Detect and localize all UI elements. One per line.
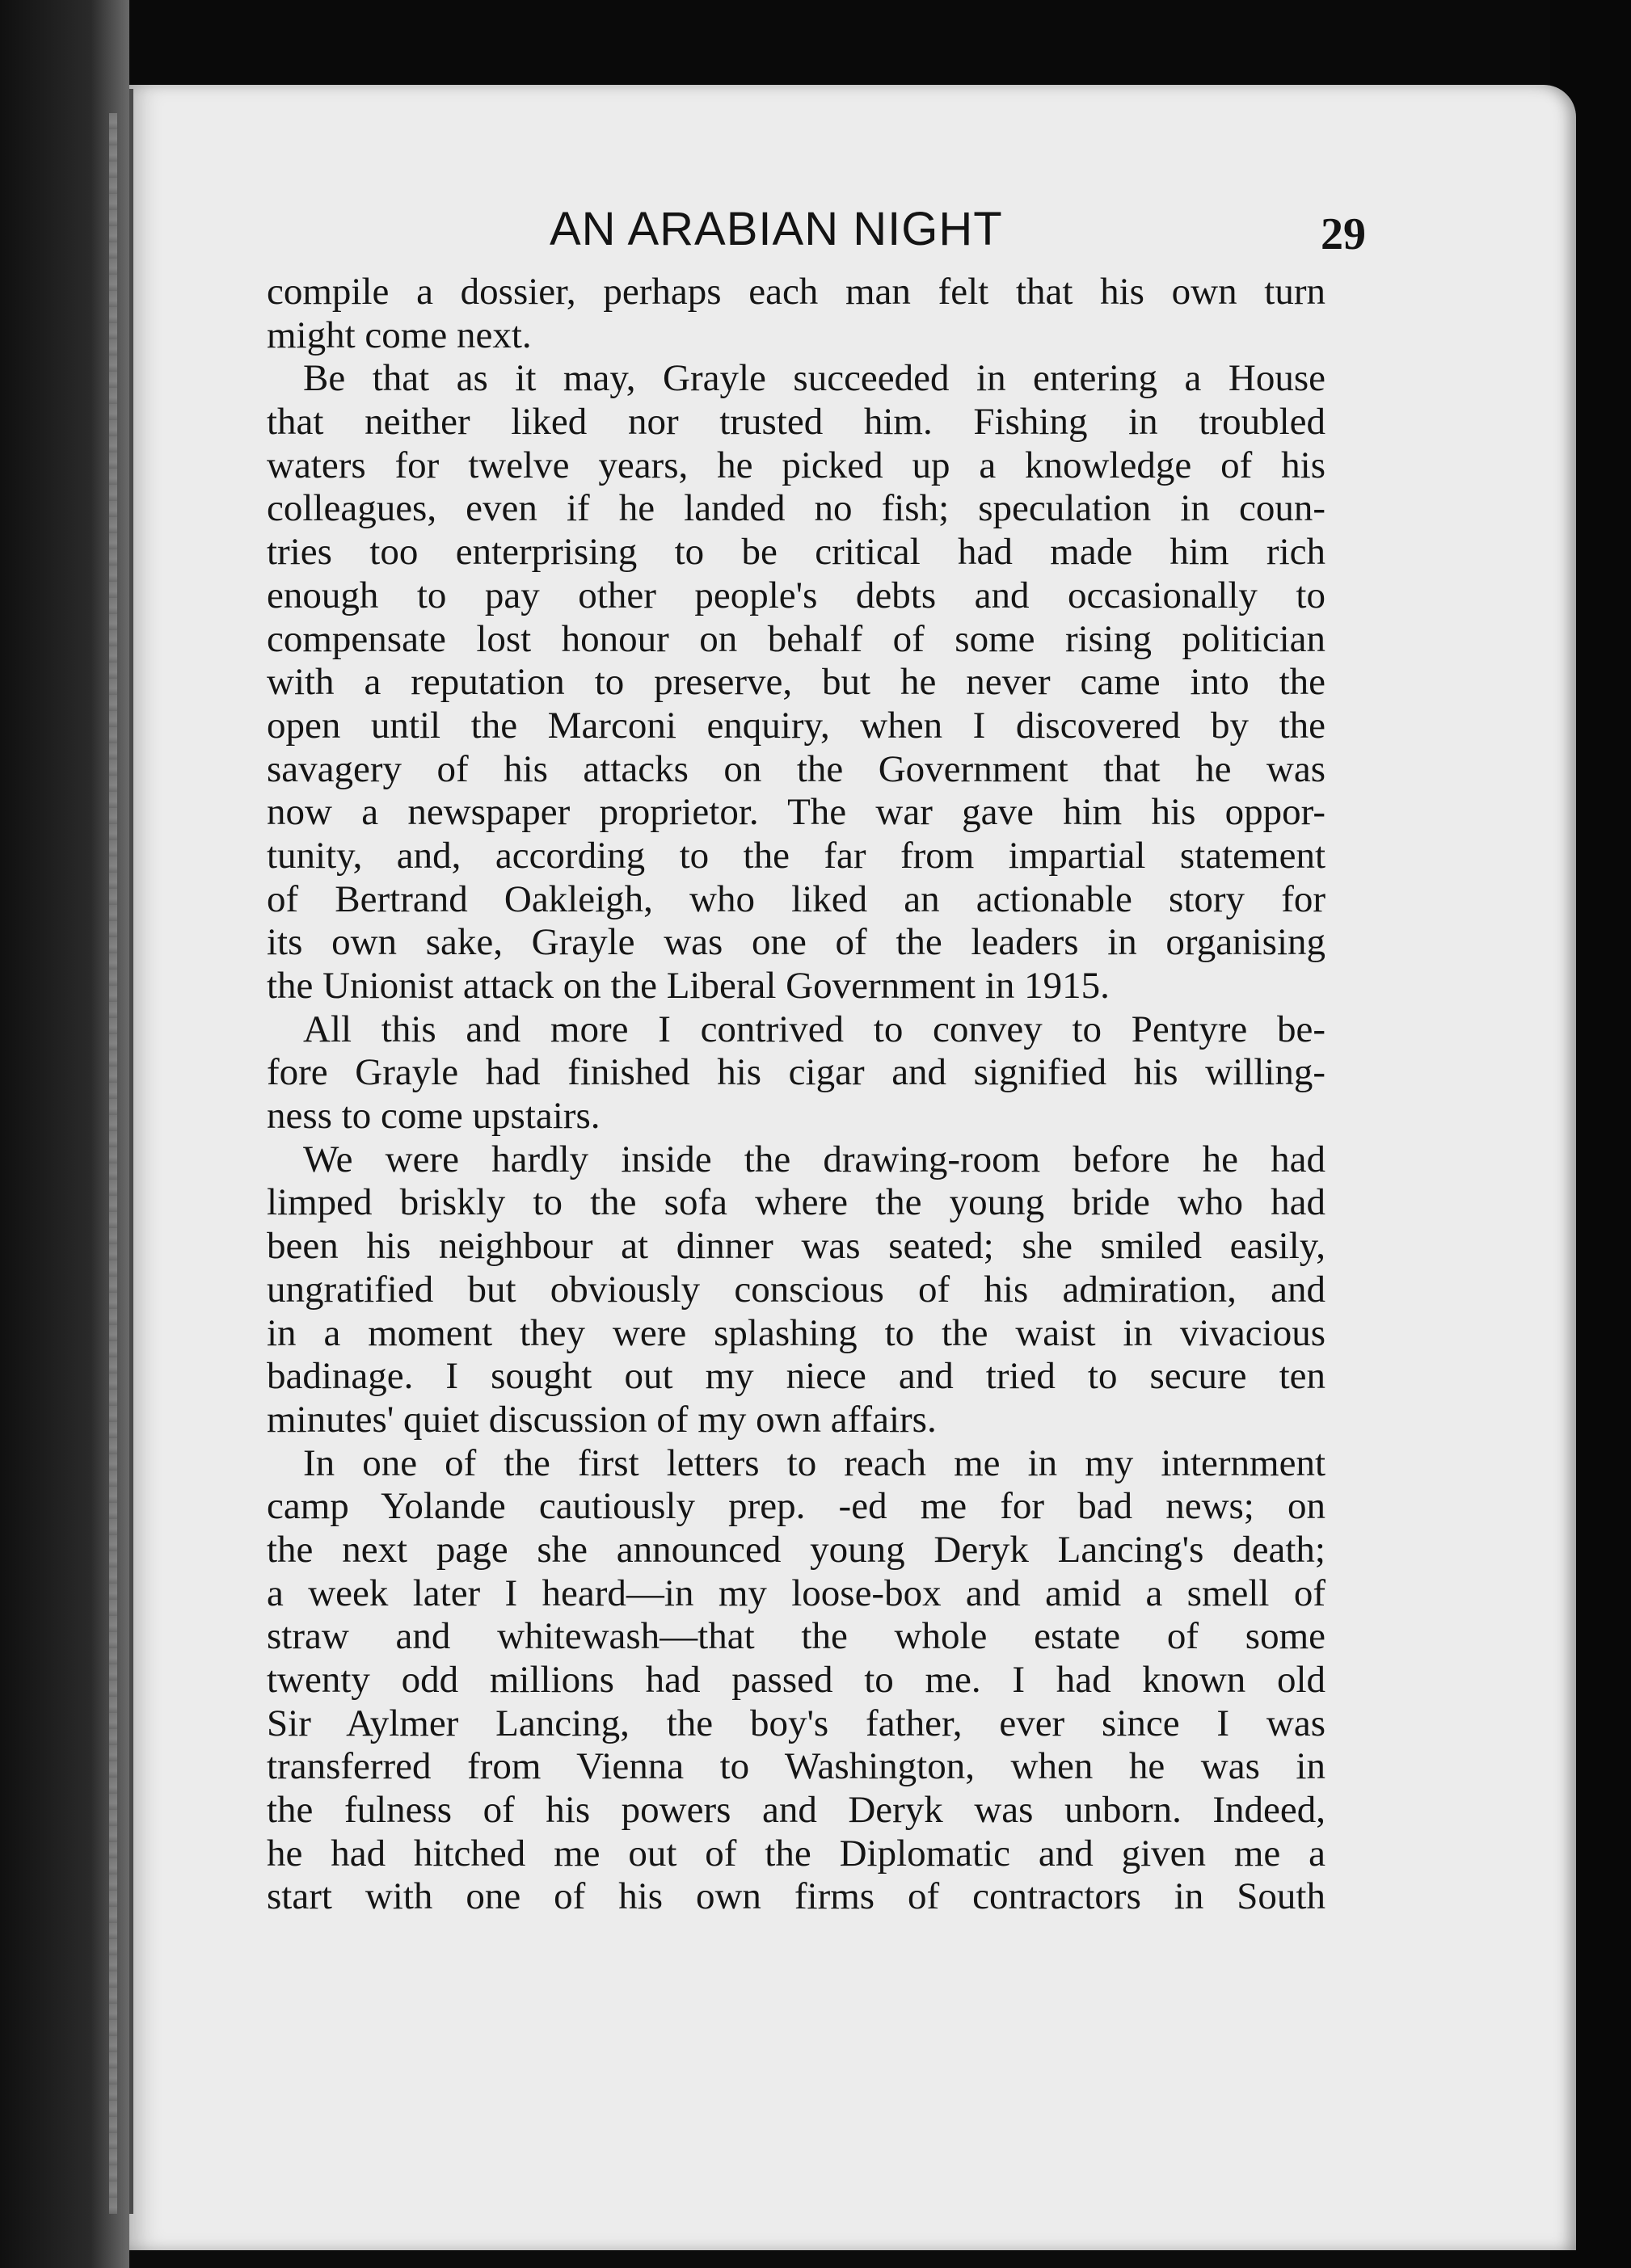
- text-line: In one of the first letters to reach me in my internment: [303, 1441, 1325, 1484]
- text-line: Sir Aylmer Lancing, the boy's father, ever since I was: [267, 1702, 1325, 1744]
- text-line: tunity, and, according to the far from impartial statement: [267, 834, 1325, 877]
- text-line: that neither liked nor trusted him. Fishing in troubled: [267, 401, 1325, 444]
- text-line: ness to come upstairs.: [267, 1095, 601, 1138]
- text-line: the fulness of his powers and Deryk was unborn. Indeed,: [267, 1789, 1325, 1832]
- text-line: of Bertrand Oakleigh, who liked an actionable story for: [267, 877, 1325, 920]
- text-line: minutes' quiet discussion of my own affairs.: [267, 1398, 937, 1441]
- text-line: ungratified but obviously conscious of his admiration, and: [267, 1268, 1325, 1311]
- text-line: waters for twelve years, he picked up a knowledge of his: [267, 444, 1325, 486]
- body-text: [267, 271, 1325, 1919]
- text-line: a week later I heard—in my loose-box and amid a smell of: [267, 1572, 1325, 1614]
- text-line: compensate lost honour on behalf of some rising politician: [267, 617, 1325, 660]
- running-head-title: AN ARABIAN NIGHT: [550, 203, 1003, 255]
- text-line: compile a dossier, perhaps each man felt that his own turn: [267, 271, 1325, 313]
- text-line: straw and whitewash—that the whole estate of some: [267, 1615, 1325, 1658]
- text-line: colleagues, even if he landed no fish; speculation in coun-: [267, 487, 1325, 530]
- text-line: Be that as it may, Grayle succeeded in entering a House: [303, 357, 1325, 400]
- text-line: with a reputation to preserve, but he never came into the: [267, 661, 1325, 704]
- text-line: might come next.: [267, 313, 532, 356]
- text-line: open until the Marconi enquiry, when I discovered by the: [267, 704, 1325, 747]
- text-line: the next page she announced young Deryk Lancing's death;: [267, 1528, 1325, 1571]
- text-line: camp Yolande cautiously prep. -ed me for bad news; on: [267, 1485, 1325, 1528]
- binding-line: [129, 89, 133, 2214]
- text-line: tries too enterprising to be critical had made him rich: [267, 531, 1325, 574]
- page-edge-left: [109, 113, 117, 2214]
- text-line: We were hardly inside the drawing-room before he had: [303, 1138, 1325, 1180]
- text-line: badinage. I sought out my niece and tried to secure ten: [267, 1355, 1325, 1398]
- text-line: All this and more I contrived to convey to Pentyre be-: [303, 1008, 1325, 1050]
- text-line: savagery of his attacks on the Government that he was: [267, 747, 1325, 790]
- text-line: enough to pay other people's debts and occasionally to: [267, 574, 1325, 616]
- text-line: now a newspaper proprietor. The war gave him his oppor-: [267, 791, 1325, 834]
- text-line: the Unionist attack on the Liberal Government in 1915.: [267, 965, 1110, 1007]
- text-line: in a moment they were splashing to the waist in vivacious: [267, 1311, 1325, 1354]
- text-line: been his neighbour at dinner was seated; she smiled easily,: [267, 1225, 1325, 1268]
- text-line: start with one of his own firms of contractors in South: [267, 1875, 1325, 1918]
- text-line: transferred from Vienna to Washington, when he was in: [267, 1745, 1325, 1788]
- text-line: limped briskly to the sofa where the young bride who had: [267, 1181, 1325, 1224]
- running-head: [267, 202, 1366, 267]
- text-line: its own sake, Grayle was one of the leaders in organising: [267, 921, 1325, 964]
- text-line: he had hitched me out of the Diplomatic and given me a: [267, 1832, 1325, 1875]
- text-line: twenty odd millions had passed to me. I had known old: [267, 1659, 1325, 1701]
- page-number: 29: [1321, 209, 1366, 259]
- text-line: fore Grayle had finished his cigar and signified his willing-: [267, 1051, 1325, 1094]
